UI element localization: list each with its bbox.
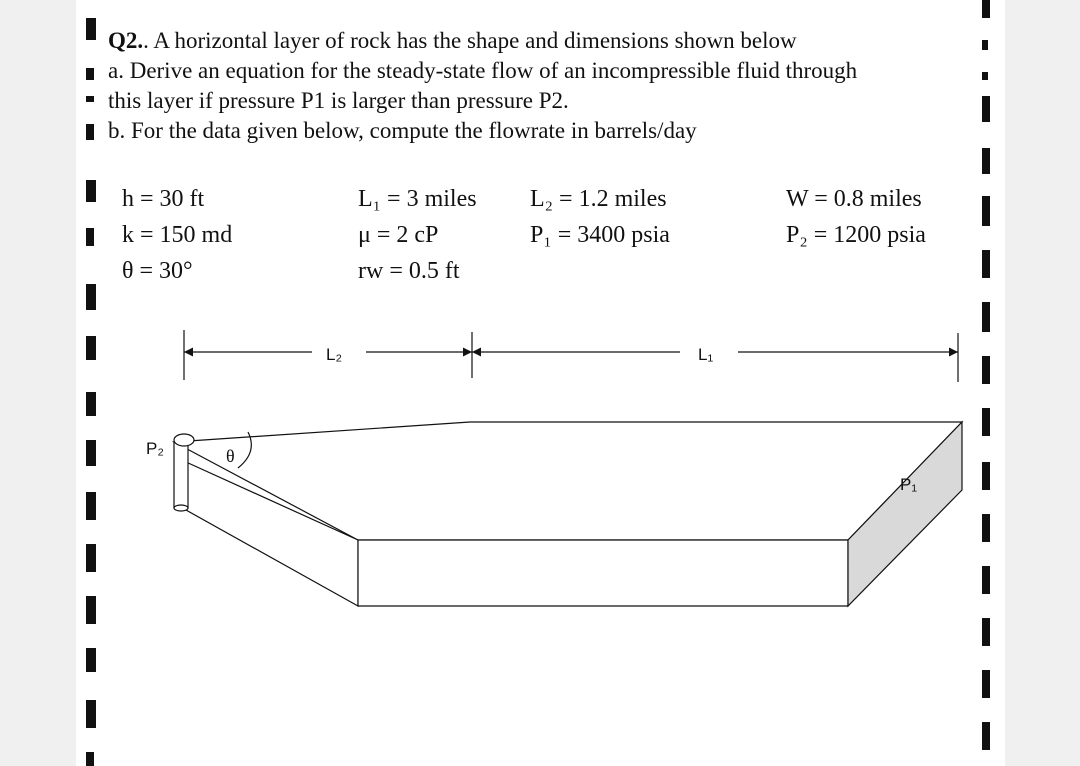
part-b-line: b. For the data given below, compute the flowrate in barrels/day [108,118,697,143]
wellbore-cylinder [174,442,188,508]
question-intro: . A horizontal layer of rock has the shape and dimensions shown below [143,28,797,53]
given-l1: L₁ = 3 miles [358,186,477,212]
wellbore-top [174,434,194,446]
wellbore-bottom [174,505,188,511]
given-rw: rw = 0.5 ft [358,258,460,284]
given-l2: L₂ = 1.2 miles [530,186,667,212]
dimension-label-l2: L₂ [326,345,343,364]
theta-label: θ [226,446,235,466]
given-p1: P₁ = 3400 psia [530,222,670,248]
given-p2: P₂ = 1200 psia [786,222,926,248]
dimension-label-l1: L₁ [698,345,714,364]
rock-layer-front-face [358,540,848,606]
dimension-lines [184,330,958,382]
given-mu: μ = 2 cP [358,222,439,248]
given-h: h = 30 ft [122,186,205,212]
question-number: Q2. [108,28,144,53]
part-a-line-1: a. Derive an equation for the steady-state flow of an incompressible fluid through [108,58,858,83]
given-w: W = 0.8 miles [786,186,922,212]
p2-label: P₂ [146,439,164,458]
rock-layer-body [174,422,962,606]
p1-label: P₁ [900,475,918,494]
part-a-line-2: this layer if pressure P1 is larger than pressure P2. [108,88,569,113]
given-k: k = 150 md [122,222,233,248]
given-theta: θ = 30° [122,258,193,284]
